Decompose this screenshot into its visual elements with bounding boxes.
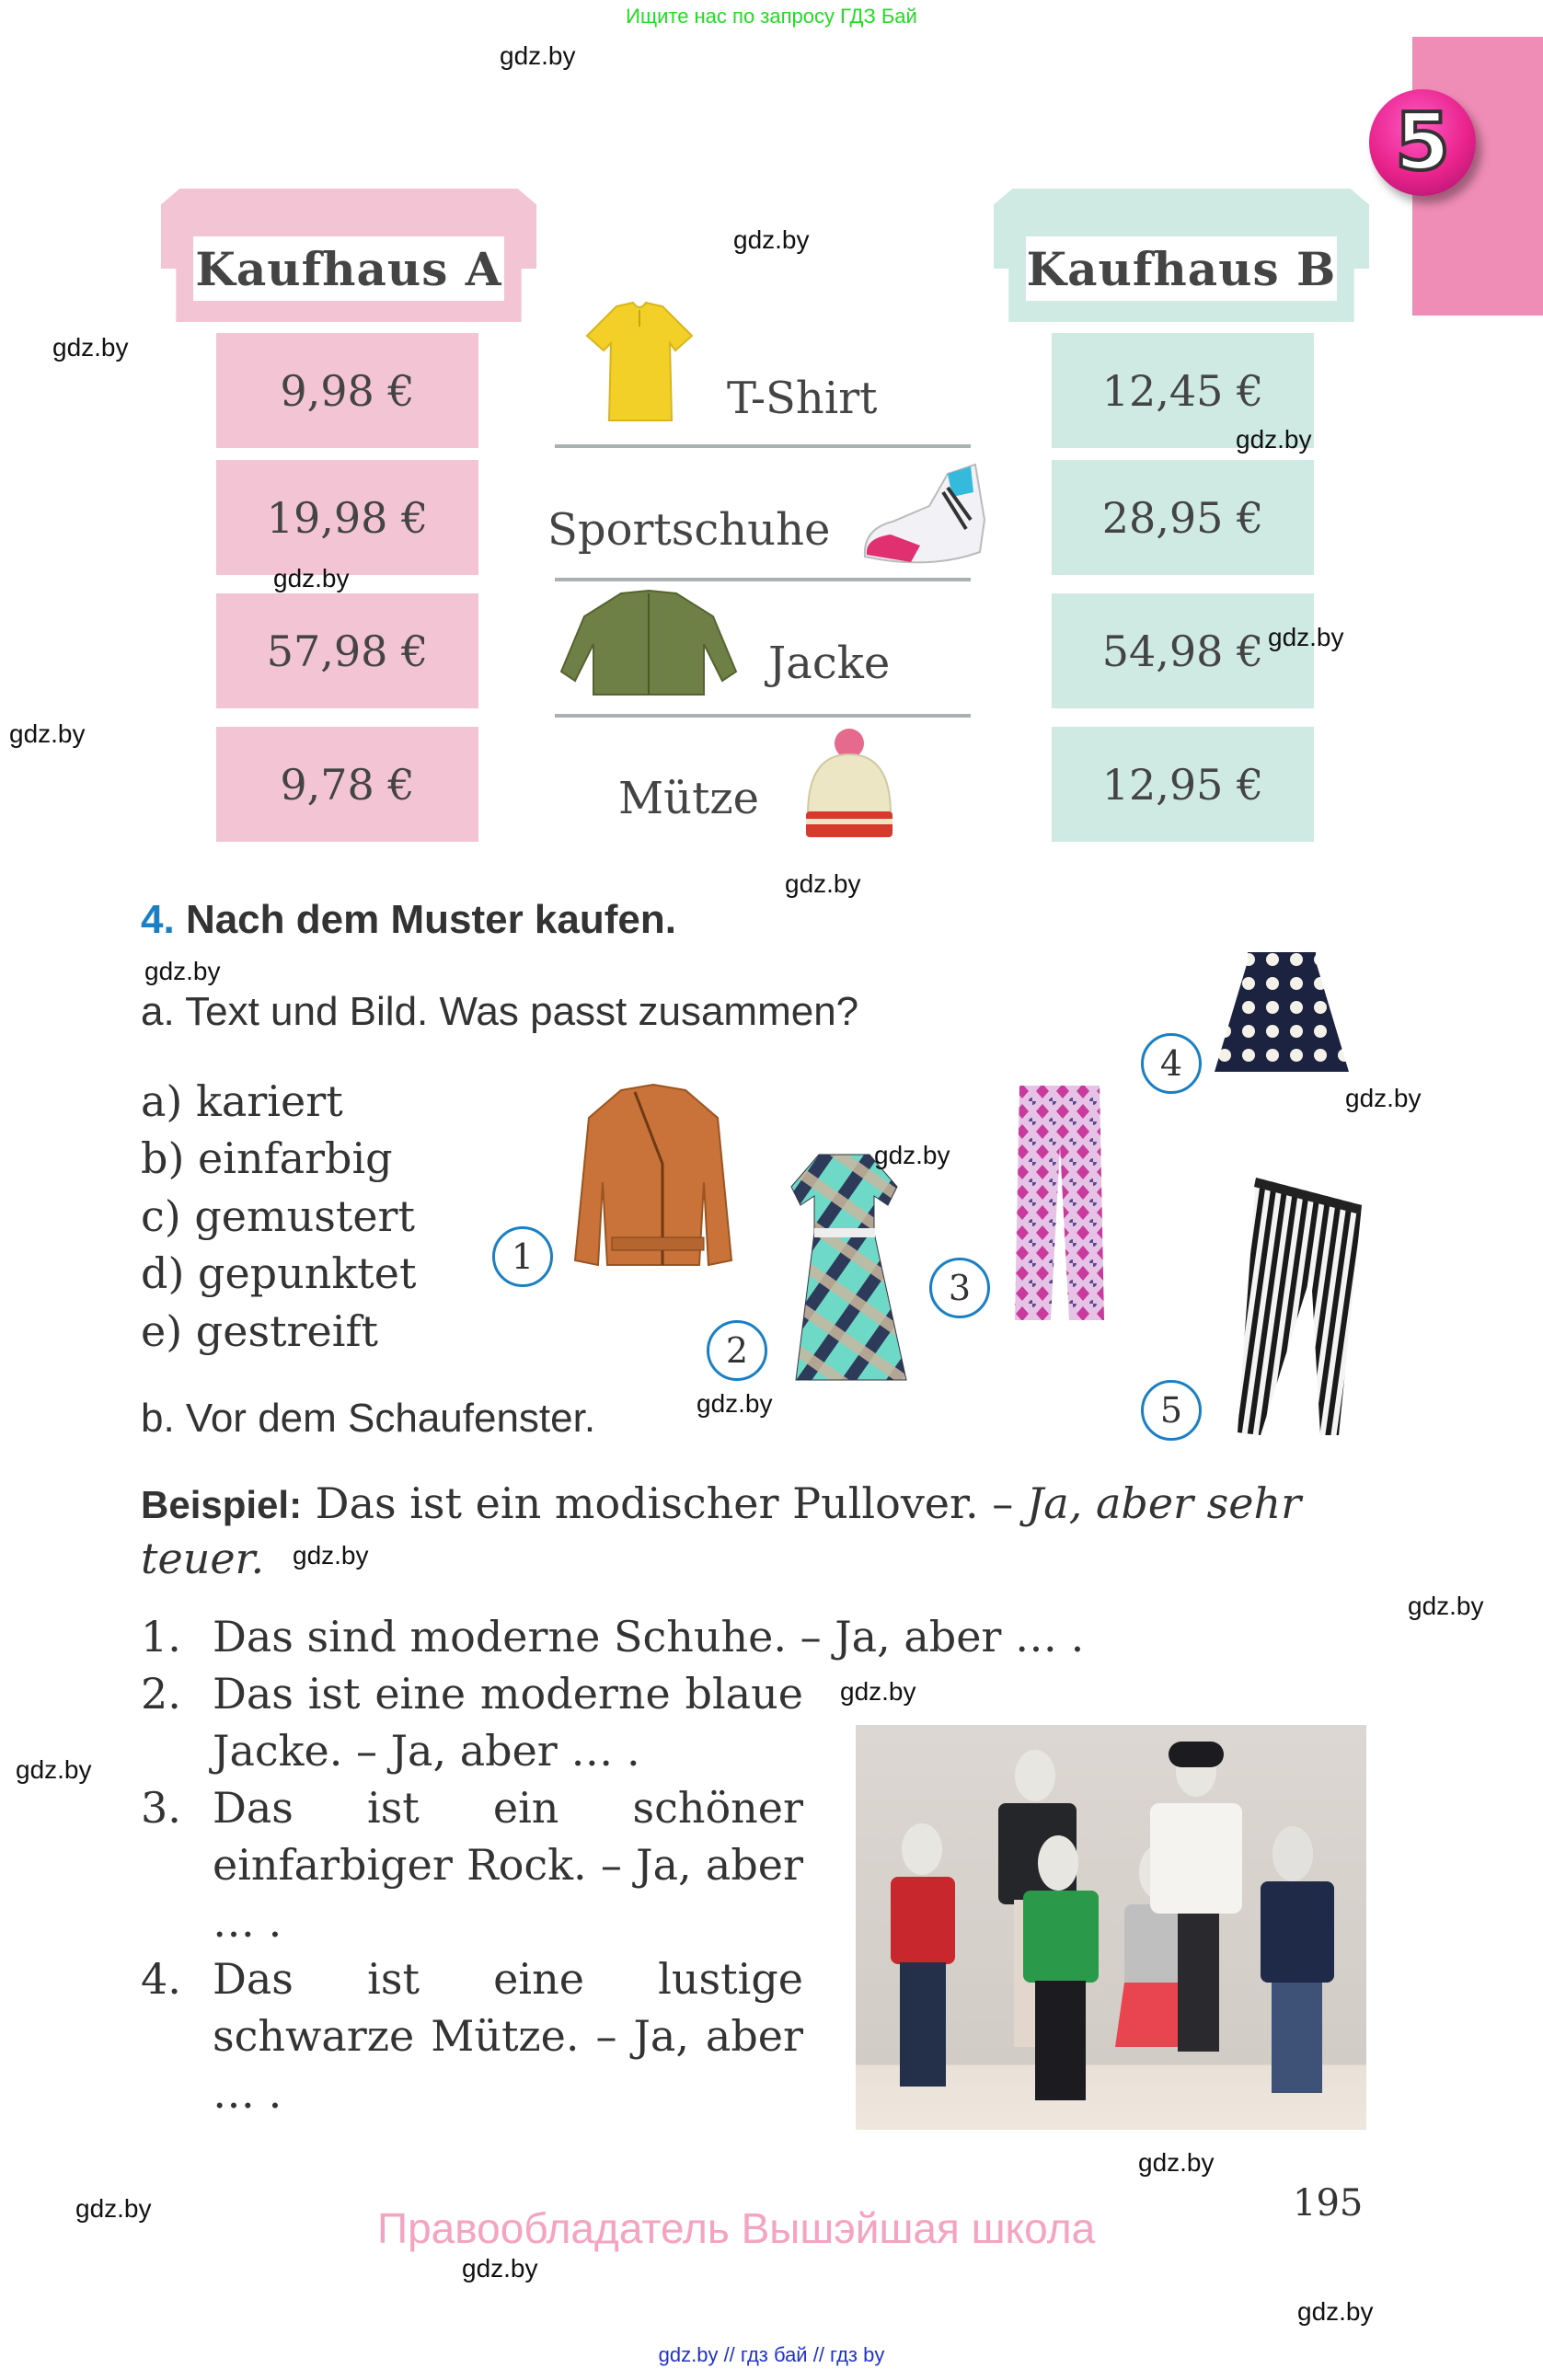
- watermark: gdz.by: [9, 719, 86, 748]
- example-answer: Ja, aber sehr teuer.: [141, 1478, 1302, 1583]
- item-label-tshirt: T-Shirt: [727, 373, 878, 424]
- store-b-title: Kaufhaus B: [1026, 236, 1337, 301]
- footer-links[interactable]: gdz.by // гдз бай // гдз by: [658, 2343, 885, 2366]
- store-a-price: 57,98 €: [216, 593, 478, 708]
- watermark: gdz.by: [462, 2254, 538, 2282]
- option-gestreift: e) gestreift: [141, 1306, 378, 1356]
- option-gepunktet: d) gepunktet: [141, 1248, 417, 1298]
- option-einfarbig: b) einfarbig: [141, 1133, 393, 1183]
- store-b-price: 54,98 €: [1052, 593, 1314, 708]
- watermark: gdz.by: [500, 41, 576, 70]
- polka-dot-skirt-image: [1213, 948, 1351, 1076]
- sneakers-image: [856, 455, 989, 575]
- leather-jacket-image: [570, 1081, 736, 1274]
- watermark: gdz.by: [874, 1141, 950, 1169]
- row-divider: [555, 714, 971, 718]
- store-b-price: 28,95 €: [1052, 460, 1314, 575]
- green-jacket-image: [557, 589, 741, 699]
- image-number-5: 5: [1141, 1380, 1202, 1441]
- store-a-header: [161, 189, 536, 322]
- store-a-title: Kaufhaus A: [193, 236, 504, 301]
- exercise-item: 1. Das sind moderne Schuhe. – Ja, aber … .: [141, 1612, 1085, 1661]
- item-label-jacke: Jacke: [768, 638, 891, 689]
- store-b-header: [994, 189, 1369, 322]
- page-number: 195: [1293, 2182, 1364, 2225]
- store-a-price: 9,78 €: [216, 727, 478, 842]
- watermark: gdz.by: [144, 957, 221, 985]
- store-b-price: 12,95 €: [1052, 727, 1314, 842]
- copyright-notice: Правообладатель Вышэйшая школа: [377, 2204, 1096, 2252]
- plaid-dress-image: [777, 1150, 915, 1389]
- watermark: gdz.by: [1268, 623, 1344, 651]
- striped-trousers-image: [1228, 1173, 1366, 1440]
- yellow-tshirt-image: [580, 299, 699, 428]
- exercise-item: 2. Das ist eine moderne blaue Jacke. – Ja, aber … .: [141, 1669, 803, 1776]
- store-a-price: 9,98 €: [216, 333, 478, 448]
- watermark: gdz.by: [52, 333, 129, 362]
- knit-hat-image: [799, 727, 900, 842]
- patterned-trousers-image: [1012, 1081, 1109, 1325]
- row-divider: [555, 444, 971, 448]
- example-text: Das ist ein modischer Pullover. –: [302, 1478, 1027, 1528]
- image-number-1: 1: [492, 1226, 553, 1287]
- example-label: Beispiel:: [141, 1483, 303, 1526]
- watermark: gdz.by: [733, 225, 810, 254]
- image-number-2: 2: [707, 1320, 767, 1381]
- watermark: gdz.by: [1236, 425, 1312, 454]
- row-divider: [555, 578, 971, 581]
- watermark: gdz.by: [697, 1389, 773, 1418]
- task-4-heading: [141, 897, 676, 943]
- watermark: gdz.by: [273, 564, 350, 592]
- task-title: Nach dem Muster kaufen.: [185, 897, 676, 942]
- watermark: gdz.by: [785, 869, 861, 898]
- part-a-heading: a. Text und Bild. Was passt zusammen?: [141, 989, 859, 1034]
- item-label-muetze: Mütze: [618, 773, 760, 824]
- image-number-4: 4: [1141, 1033, 1202, 1094]
- watermark: gdz.by: [16, 1755, 92, 1784]
- image-number-3: 3: [929, 1258, 990, 1318]
- item-label-sportschuhe: Sportschuhe: [547, 504, 831, 556]
- option-gemustert: c) gemustert: [141, 1191, 416, 1241]
- store-a-price: 19,98 €: [216, 460, 478, 575]
- top-banner[interactable]: Ищите нас по запросу ГДЗ Бай: [626, 5, 917, 28]
- exercise-item: 3. Das ist ein schöner einfarbiger Rock. – Ja, aber … .: [141, 1783, 803, 1947]
- chapter-badge: 5: [1369, 89, 1476, 196]
- option-kariert: a) kariert: [141, 1076, 343, 1126]
- watermark: gdz.by: [1345, 1084, 1422, 1112]
- watermark: gdz.by: [1408, 1592, 1484, 1620]
- store-b-price: 12,45 €: [1052, 333, 1314, 448]
- watermark: gdz.by: [75, 2194, 152, 2223]
- task-number: 4.: [141, 897, 175, 942]
- watermark: gdz.by: [293, 1541, 369, 1569]
- exercise-item: 4. Das ist eine lustige schwarze Mütze. – Ja, aber … .: [141, 1954, 803, 2118]
- part-b-heading: b. Vor dem Schaufenster.: [141, 1396, 596, 1441]
- watermark: gdz.by: [1297, 2297, 1374, 2326]
- shop-window-mannequins-image: [856, 1725, 1366, 2130]
- watermark: gdz.by: [840, 1677, 916, 1706]
- watermark: gdz.by: [1138, 2148, 1215, 2177]
